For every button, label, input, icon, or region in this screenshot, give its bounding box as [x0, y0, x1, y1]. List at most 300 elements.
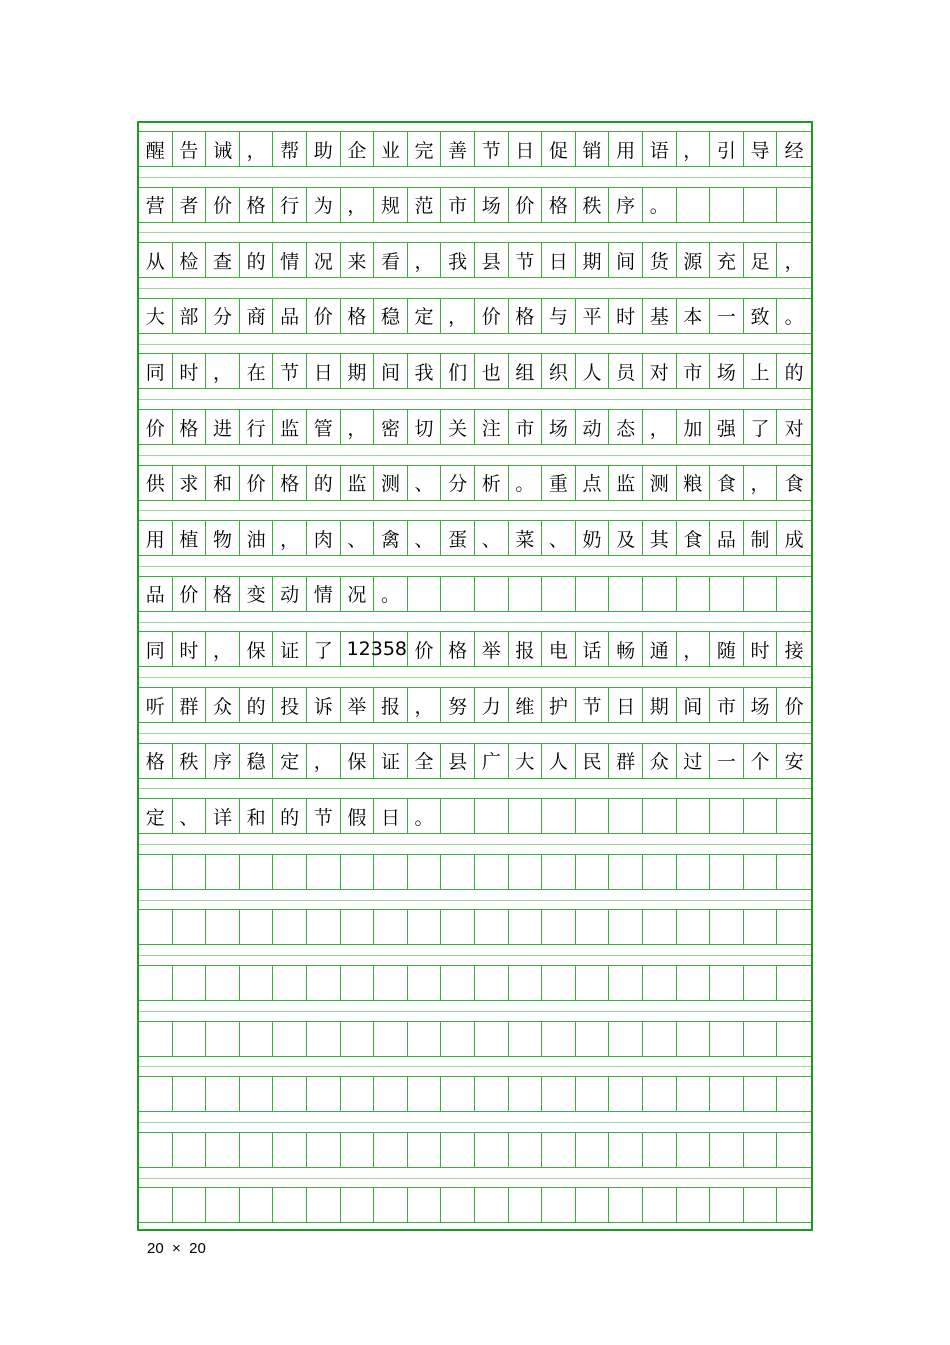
grid-cell [273, 909, 307, 945]
grid-cell: 间 [609, 242, 643, 278]
grid-cell: 变 [240, 576, 274, 612]
grid-cell: 植 [173, 520, 207, 556]
grid-cell: 格 [341, 298, 375, 334]
grid-cell: 成 [777, 520, 811, 556]
grid-cell: 市 [677, 353, 711, 389]
grid-cell: 态 [609, 409, 643, 445]
grid-row [139, 242, 811, 278]
grid-cell: 市 [441, 187, 475, 223]
grid-cell: 大 [139, 298, 173, 334]
grid-cell: 维 [509, 687, 543, 723]
grid-cell: 菜 [509, 520, 543, 556]
grid-cell: 同 [139, 631, 173, 667]
row-gap-line [139, 344, 811, 345]
grid-cell: 。 [643, 187, 677, 223]
grid-cell: 日 [609, 687, 643, 723]
grid-cell [139, 1187, 173, 1223]
grid-cell: 关 [441, 409, 475, 445]
grid-cell: 行 [240, 409, 274, 445]
grid-cell: 日 [542, 242, 576, 278]
grid-cell [710, 798, 744, 834]
grid-cell [408, 576, 442, 612]
grid-size-label: 20 × 20 [147, 1240, 206, 1257]
grid-cell [643, 1076, 677, 1112]
grid-cell: 食 [710, 465, 744, 501]
grid-cell [341, 1132, 375, 1168]
grid-cell: 市 [710, 687, 744, 723]
grid-cell [744, 909, 778, 945]
grid-cell [777, 576, 811, 612]
grid-cell [509, 1076, 543, 1112]
grid-cell: 价 [173, 576, 207, 612]
grid-cell: 营 [139, 187, 173, 223]
grid-cell [710, 854, 744, 890]
grid-cell: 经 [777, 131, 811, 167]
grid-row [139, 131, 811, 167]
grid-cell: 价 [777, 687, 811, 723]
grid-cell [240, 965, 274, 1001]
grid-cell [341, 1187, 375, 1223]
grid-cell: 了 [744, 409, 778, 445]
grid-cell: 时 [173, 631, 207, 667]
grid-cell [475, 576, 509, 612]
grid-cell [710, 1132, 744, 1168]
grid-row [139, 798, 811, 834]
grid-cell [677, 909, 711, 945]
grid-cell: 众 [643, 743, 677, 779]
grid-row [139, 409, 811, 445]
grid-cell: 、 [408, 520, 442, 556]
grid-cell: 广 [475, 743, 509, 779]
grid-cell: 大 [509, 743, 543, 779]
grid-cell: 引 [710, 131, 744, 167]
grid-cell: 帮 [273, 131, 307, 167]
grid-cell [173, 1132, 207, 1168]
grid-cell [744, 965, 778, 1001]
grid-cell: 日 [307, 353, 341, 389]
grid-cell [643, 1021, 677, 1057]
grid-cell: 民 [576, 743, 610, 779]
grid-cell: 价 [139, 409, 173, 445]
grid-cell: 企 [341, 131, 375, 167]
grid-cell: 加 [677, 409, 711, 445]
grid-cell: ， [341, 187, 375, 223]
grid-cell: 保 [240, 631, 274, 667]
grid-cell: 部 [173, 298, 207, 334]
grid-cell [576, 854, 610, 890]
grid-cell: ， [341, 409, 375, 445]
grid-cell [408, 1132, 442, 1168]
grid-cell [240, 909, 274, 945]
grid-cell: 与 [542, 298, 576, 334]
grid-cell [408, 1021, 442, 1057]
grid-cell [576, 909, 610, 945]
grid-cell [542, 1187, 576, 1223]
grid-cell: 价 [206, 187, 240, 223]
grid-cell [273, 1187, 307, 1223]
row-gap-line [139, 232, 811, 233]
grid-cell [509, 1021, 543, 1057]
grid-cell [710, 1187, 744, 1223]
grid-cell: 基 [643, 298, 677, 334]
grid-cell: 测 [374, 465, 408, 501]
grid-cell [374, 909, 408, 945]
grid-cell [744, 798, 778, 834]
manuscript-grid [137, 121, 813, 1231]
grid-cell: 。 [374, 576, 408, 612]
grid-cell [777, 1021, 811, 1057]
grid-cell [609, 1132, 643, 1168]
grid-cell [542, 798, 576, 834]
grid-cell [408, 1187, 442, 1223]
grid-cell: 一 [710, 298, 744, 334]
grid-cell: 场 [710, 353, 744, 389]
grid-cell [777, 187, 811, 223]
grid-cell: 重 [542, 465, 576, 501]
grid-cell: 为 [307, 187, 341, 223]
grid-cell [677, 1132, 711, 1168]
grid-cell [341, 854, 375, 890]
grid-cell: 群 [609, 743, 643, 779]
grid-cell: 者 [173, 187, 207, 223]
grid-cell: 价 [408, 631, 442, 667]
grid-cell: 力 [475, 687, 509, 723]
grid-cell: 。 [509, 465, 543, 501]
grid-cell: 投 [273, 687, 307, 723]
grid-cell [408, 1076, 442, 1112]
grid-cell [677, 187, 711, 223]
grid-cell: 用 [139, 520, 173, 556]
grid-cell: 格 [173, 409, 207, 445]
grid-cell: 。 [408, 798, 442, 834]
grid-cell [609, 576, 643, 612]
grid-cell: 的 [307, 465, 341, 501]
grid-cell: 群 [173, 687, 207, 723]
grid-cell: 分 [206, 298, 240, 334]
grid-cell: 醒 [139, 131, 173, 167]
grid-cell: 假 [341, 798, 375, 834]
grid-cell: 定 [139, 798, 173, 834]
grid-cell: 格 [139, 743, 173, 779]
grid-cell: 粮 [677, 465, 711, 501]
grid-cell [509, 1187, 543, 1223]
grid-cell: 们 [441, 353, 475, 389]
grid-cell [777, 1132, 811, 1168]
grid-cell [542, 965, 576, 1001]
grid-cell [307, 1132, 341, 1168]
grid-cell [744, 576, 778, 612]
grid-cell [173, 854, 207, 890]
grid-cell [341, 965, 375, 1001]
grid-cell: 定 [408, 298, 442, 334]
grid-cell: 密 [374, 409, 408, 445]
grid-cell: 来 [341, 242, 375, 278]
grid-cell: 稳 [240, 743, 274, 779]
grid-row [139, 687, 811, 723]
grid-cell [475, 798, 509, 834]
grid-cell: 节 [576, 687, 610, 723]
grid-cell [273, 854, 307, 890]
grid-cell: 源 [677, 242, 711, 278]
grid-cell: 期 [643, 687, 677, 723]
grid-cell: 举 [341, 687, 375, 723]
grid-cell [374, 965, 408, 1001]
grid-cell [643, 909, 677, 945]
grid-cell [408, 854, 442, 890]
grid-cell: 导 [744, 131, 778, 167]
grid-cell: 个 [744, 743, 778, 779]
grid-cell: 人 [576, 353, 610, 389]
grid-cell [777, 1076, 811, 1112]
grid-cell: 格 [206, 576, 240, 612]
row-gap-line [139, 788, 811, 789]
grid-cell: 价 [509, 187, 543, 223]
grid-cell: 、 [542, 520, 576, 556]
row-gap-line [139, 1011, 811, 1012]
grid-row [139, 965, 811, 1001]
grid-row [139, 520, 811, 556]
grid-cell: 监 [609, 465, 643, 501]
grid-cell: 秩 [576, 187, 610, 223]
row-gap-line [139, 455, 811, 456]
grid-cell [441, 798, 475, 834]
grid-cell: 用 [609, 131, 643, 167]
grid-cell: 证 [374, 743, 408, 779]
grid-cell [475, 965, 509, 1001]
grid-cell [173, 1187, 207, 1223]
grid-cell: 节 [475, 131, 509, 167]
grid-cell: 场 [475, 187, 509, 223]
grid-cell: 报 [509, 631, 543, 667]
grid-cell: 和 [206, 465, 240, 501]
grid-cell: 织 [542, 353, 576, 389]
grid-cell: 切 [408, 409, 442, 445]
grid-cell [441, 1076, 475, 1112]
grid-cell: 县 [441, 743, 475, 779]
grid-cell: 安 [777, 743, 811, 779]
grid-cell [509, 576, 543, 612]
grid-cell [441, 1132, 475, 1168]
grid-cell [139, 965, 173, 1001]
grid-cell: 动 [273, 576, 307, 612]
row-gap-line [139, 510, 811, 511]
grid-cell [307, 965, 341, 1001]
grid-cell: 肉 [307, 520, 341, 556]
grid-cell [441, 965, 475, 1001]
grid-cell: 业 [374, 131, 408, 167]
grid-cell [643, 798, 677, 834]
grid-cell [206, 909, 240, 945]
row-gap-line [139, 1122, 811, 1123]
grid-cell: 求 [173, 465, 207, 501]
row-gap-line [139, 288, 811, 289]
grid-cell: 诫 [206, 131, 240, 167]
grid-cell: 格 [509, 298, 543, 334]
grid-cell: 查 [206, 242, 240, 278]
grid-cell [542, 1021, 576, 1057]
grid-cell: 全 [408, 743, 442, 779]
grid-cell [710, 1076, 744, 1112]
grid-cell: 语 [643, 131, 677, 167]
row-gap-line [139, 1178, 811, 1179]
grid-row [139, 631, 811, 667]
grid-cell [307, 1187, 341, 1223]
grid-cell [710, 187, 744, 223]
grid-cell: 动 [576, 409, 610, 445]
grid-cell: 进 [206, 409, 240, 445]
grid-cell: 期 [341, 353, 375, 389]
grid-cell: 监 [273, 409, 307, 445]
grid-cell [240, 1187, 274, 1223]
grid-cell: 物 [206, 520, 240, 556]
grid-cell: 、 [475, 520, 509, 556]
grid-cell [240, 1076, 274, 1112]
grid-cell: 及 [609, 520, 643, 556]
grid-cell [206, 1021, 240, 1057]
grid-cell: 足 [744, 242, 778, 278]
grid-cell: 况 [341, 576, 375, 612]
row-gap-line [139, 955, 811, 956]
grid-cell [777, 1187, 811, 1223]
grid-cell [677, 1021, 711, 1057]
grid-cell [206, 1076, 240, 1112]
grid-cell [475, 909, 509, 945]
grid-cell: ， [643, 409, 677, 445]
grid-cell: 、 [408, 465, 442, 501]
grid-cell: ， [273, 520, 307, 556]
grid-cell: 也 [475, 353, 509, 389]
grid-cell [475, 1187, 509, 1223]
grid-cell: 格 [273, 465, 307, 501]
grid-cell [609, 1021, 643, 1057]
grid-cell [677, 1076, 711, 1112]
grid-cell: 12358 [341, 631, 375, 667]
grid-cell: ， [408, 687, 442, 723]
grid-cell [576, 1021, 610, 1057]
grid-row [139, 1021, 811, 1057]
grid-cell: 助 [307, 131, 341, 167]
grid-cell [609, 1076, 643, 1112]
grid-cell: ， [206, 353, 240, 389]
grid-cell [609, 909, 643, 945]
grid-cell [240, 1132, 274, 1168]
row-gap-line [139, 177, 811, 178]
grid-cell: 测 [643, 465, 677, 501]
grid-cell: 致 [744, 298, 778, 334]
grid-cell: 况 [307, 242, 341, 278]
grid-cell: 告 [173, 131, 207, 167]
grid-cell [374, 1132, 408, 1168]
grid-cell [374, 854, 408, 890]
grid-cell: 报 [374, 687, 408, 723]
grid-cell [777, 965, 811, 1001]
grid-cell [441, 854, 475, 890]
grid-row [139, 353, 811, 389]
grid-cell [609, 854, 643, 890]
grid-cell: 的 [240, 242, 274, 278]
grid-cell [173, 909, 207, 945]
grid-cell: 情 [307, 576, 341, 612]
grid-cell [374, 631, 408, 667]
grid-cell: 序 [206, 743, 240, 779]
grid-cell: 充 [710, 242, 744, 278]
grid-row [139, 187, 811, 223]
grid-cell [744, 1076, 778, 1112]
grid-cell [475, 854, 509, 890]
grid-cell [374, 1076, 408, 1112]
grid-row [139, 465, 811, 501]
grid-cell: 话 [576, 631, 610, 667]
grid-cell [408, 965, 442, 1001]
row-gap-line [139, 566, 811, 567]
grid-cell: 县 [475, 242, 509, 278]
grid-cell: 期 [576, 242, 610, 278]
grid-cell: 奶 [576, 520, 610, 556]
grid-cell: 的 [777, 353, 811, 389]
grid-cell [307, 1021, 341, 1057]
row-gap-line [139, 900, 811, 901]
grid-cell: 举 [475, 631, 509, 667]
grid-cell [777, 798, 811, 834]
grid-cell: 平 [576, 298, 610, 334]
grid-cell: 定 [273, 743, 307, 779]
grid-cell [576, 1187, 610, 1223]
grid-cell: 了 [307, 631, 341, 667]
grid-cell [542, 576, 576, 612]
grid-cell: ， [307, 743, 341, 779]
grid-cell: ， [777, 242, 811, 278]
grid-cell: 销 [576, 131, 610, 167]
grid-cell: 畅 [609, 631, 643, 667]
grid-cell: 听 [139, 687, 173, 723]
grid-cell [374, 1021, 408, 1057]
grid-cell: 蛋 [441, 520, 475, 556]
grid-cell: 格 [240, 187, 274, 223]
grid-cell [643, 1132, 677, 1168]
grid-cell [509, 909, 543, 945]
grid-cell [777, 854, 811, 890]
grid-cell: 同 [139, 353, 173, 389]
grid-cell: 看 [374, 242, 408, 278]
grid-cell: 。 [777, 298, 811, 334]
grid-row [139, 854, 811, 890]
grid-row [139, 1187, 811, 1223]
grid-cell [206, 1187, 240, 1223]
grid-cell [744, 1187, 778, 1223]
grid-cell [542, 909, 576, 945]
grid-cell [374, 1187, 408, 1223]
grid-cell [609, 965, 643, 1001]
grid-cell: 人 [542, 743, 576, 779]
grid-cell: 市 [509, 409, 543, 445]
grid-cell: 品 [710, 520, 744, 556]
grid-cell [576, 1076, 610, 1112]
grid-cell: 一 [710, 743, 744, 779]
grid-cell: 、 [173, 798, 207, 834]
grid-cell: 货 [643, 242, 677, 278]
grid-cell: 组 [509, 353, 543, 389]
grid-cell: 规 [374, 187, 408, 223]
grid-cell [273, 1076, 307, 1112]
grid-cell [173, 965, 207, 1001]
grid-cell [408, 909, 442, 945]
grid-cell [206, 854, 240, 890]
grid-cell [307, 854, 341, 890]
grid-cell [139, 909, 173, 945]
grid-cell: 检 [173, 242, 207, 278]
grid-cell: 证 [273, 631, 307, 667]
grid-cell [576, 576, 610, 612]
